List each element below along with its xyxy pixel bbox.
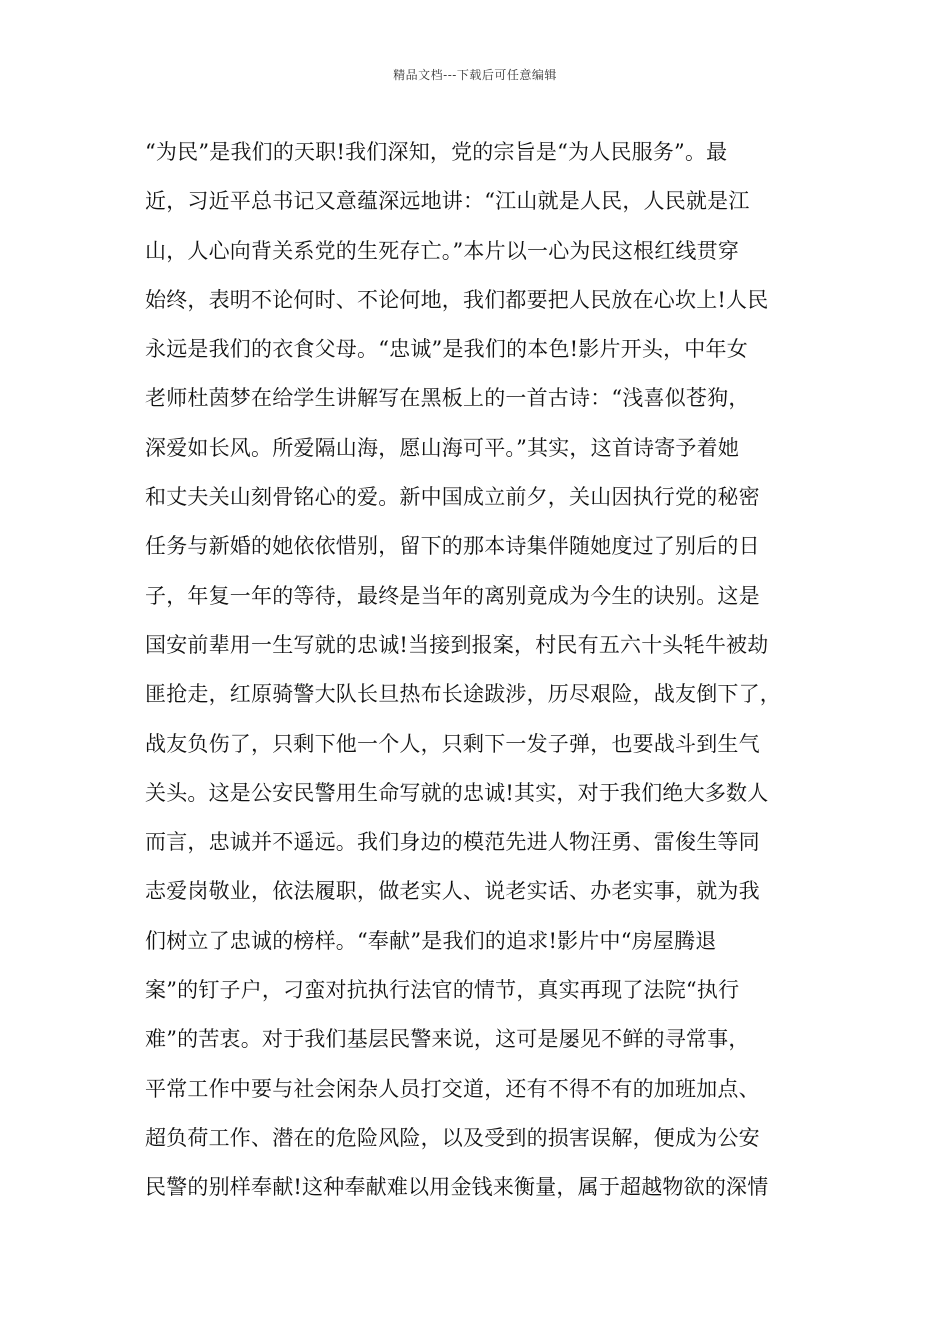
- text-line: 超负荷工作、潜在的危险风险，以及受到的损害误解，便成为公安: [145, 1125, 760, 1150]
- text-line: 而言，忠诚并不遥远。我们身边的模范先进人物汪勇、雷俊生等同: [145, 830, 760, 855]
- text-line: 志爱岗敬业，依法履职，做老实人、说老实话、办老实事，就为我: [145, 879, 760, 904]
- text-line: 深爱如长风。所爱隔山海，愿山海可平。”其实，这首诗寄予着她: [145, 435, 740, 460]
- body-paragraph: [145, 128, 835, 1213]
- text-line: 难”的苦衷。对于我们基层民警来说，这可是屡见不鲜的寻常事，: [145, 1027, 750, 1052]
- text-line: 关头。这是公安民警用生命写就的忠诚!其实，对于我们绝大多数人: [145, 780, 769, 805]
- text-line: 老师杜茵梦在给学生讲解写在黑板上的一首古诗：“浅喜似苍狗，: [145, 386, 750, 411]
- text-line: 始终，表明不论何时、不论何地，我们都要把人民放在心坎上!人民: [145, 287, 769, 312]
- text-line: 民警的别样奉献!这种奉献难以用金钱来衡量，属于超越物欲的深情: [145, 1175, 769, 1200]
- text-line: 和丈夫关山刻骨铭心的爱。新中国成立前夕，关山因执行党的秘密: [145, 485, 760, 510]
- text-line: 子，年复一年的等待，最终是当年的离别竟成为今生的诀别。这是: [145, 583, 760, 608]
- text-line: 案”的钉子户，刁蛮对抗执行法官的情节，真实再现了法院“执行: [145, 978, 740, 1003]
- text-line: 匪抢走，红原骑警大队长旦热布长途跋涉，历尽艰险，战友倒下了，: [145, 682, 781, 707]
- text-line: 永远是我们的衣食父母。“忠诚”是我们的本色!影片开头，中年女: [145, 337, 748, 362]
- text-line: 近，习近平总书记又意蕴深远地讲：“江山就是人民，人民就是江: [145, 189, 750, 214]
- text-line: 们树立了忠诚的榜样。“奉献”是我们的追求!影片中“房屋腾退: [145, 928, 717, 953]
- text-line: 战友负伤了，只剩下他一个人，只剩下一发子弹，也要战斗到生气: [145, 731, 760, 756]
- text-line: 平常工作中要与社会闲杂人员打交道，还有不得不有的加班加点、: [145, 1076, 760, 1101]
- text-line: “为民”是我们的天职!我们深知，党的宗旨是“为人民服务”。最: [145, 140, 728, 164]
- text-line: 国安前辈用一生写就的忠诚!当接到报案，村民有五六十头牦牛被劫: [145, 632, 769, 657]
- text-line: 山，人心向背关系党的生死存亡。”本片以一心为民这根红线贯穿: [145, 238, 740, 263]
- page-header: 精品文档---下载后可任意编辑: [393, 68, 557, 82]
- text-line: 任务与新婚的她依依惜别，留下的那本诗集伴随她度过了别后的日: [145, 534, 760, 559]
